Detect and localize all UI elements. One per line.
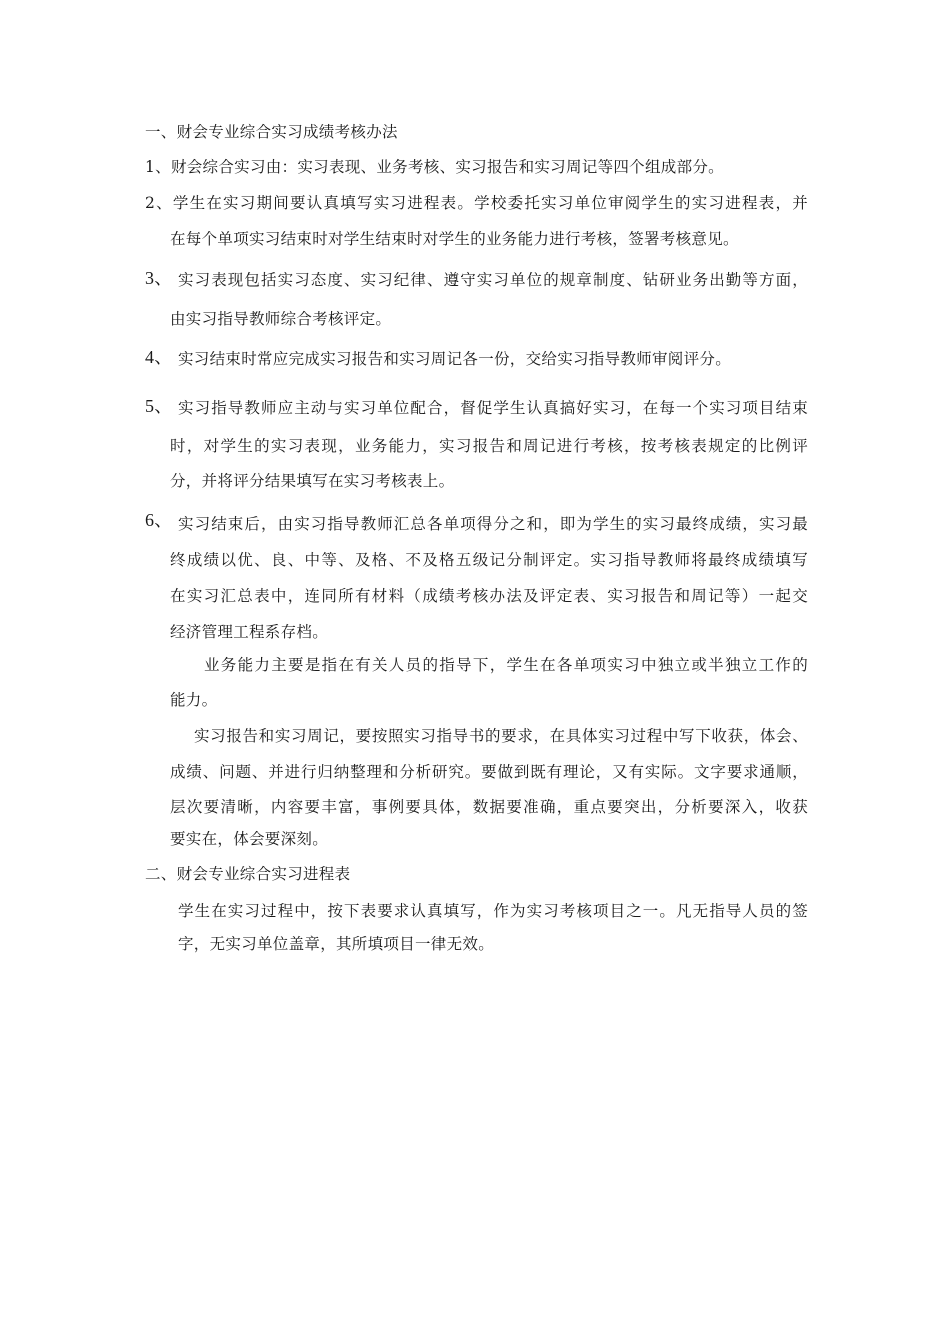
item-2-line-2: 在每个单项实习结束时对学生结束时对学生的业务能力进行考核，签署考核意见。 — [170, 230, 739, 248]
item-5-number: 5、 — [145, 396, 173, 416]
report-paragraph-line-1: 实习报告和实习周记，要按照实习指导书的要求，在具体实习过程中写下收获，体会、 — [194, 727, 808, 745]
ability-paragraph-line-2: 能力。 — [170, 691, 218, 709]
report-paragraph-line-2: 成绩、问题、并进行归纳整理和分析研究。要做到既有理论，又有实际。文字要求通顺， — [170, 763, 808, 781]
section2-heading: 二、财会专业综合实习进程表 — [145, 865, 351, 883]
item-5-line-3: 分，并将评分结果填写在实习考核表上。 — [170, 472, 455, 490]
item-4-number: 4、 — [145, 347, 173, 367]
item-6-line-4: 经济管理工程系存档。 — [170, 623, 329, 641]
ability-paragraph-line-1: 业务能力主要是指在有关人员的指导下，学生在各单项实习中独立或半独立工作的 — [204, 656, 808, 674]
report-paragraph-line-3: 层次要清晰，内容要丰富，事例要具体，数据要准确，重点要突出，分析要深入，收获 — [170, 798, 808, 816]
item-3-line-1: 实习表现包括实习态度、实习纪律、遵守实习单位的规章制度、钻研业务出勤等方面， — [178, 271, 808, 289]
item-3-line-2: 由实习指导教师综合考核评定。 — [170, 310, 392, 328]
item-2-line-1: 2、学生在实习期间要认真填写实习进程表。学校委托实习单位审阅学生的实习进程表，并 — [145, 194, 808, 212]
section1-heading: 一、财会专业综合实习成绩考核办法 — [145, 123, 398, 141]
item-4-line-1: 实习结束时常应完成实习报告和实习周记各一份，交给实习指导教师审阅评分。 — [178, 350, 732, 368]
item-3-number: 3、 — [145, 268, 173, 288]
item-5-line-1: 实习指导教师应主动与实习单位配合，督促学生认真搞好实习，在每一个实习项目结束 — [178, 399, 808, 417]
item-1: 1、财会综合实习由：实习表现、业务考核、实习报告和实习周记等四个组成部分。 — [145, 158, 724, 176]
section2-line-2: 字，无实习单位盖章，其所填项目一律无效。 — [178, 935, 495, 953]
item-6-line-1: 实习结束后，由实习指导教师汇总各单项得分之和，即为学生的实习最终成绩，实习最 — [178, 515, 808, 533]
item-6-line-2: 终成绩以优、良、中等、及格、不及格五级记分制评定。实习指导教师将最终成绩填写 — [170, 551, 808, 569]
item-6-number: 6、 — [145, 510, 173, 530]
item-5-line-2: 时，对学生的实习表现，业务能力，实习报告和周记进行考核，按考核表规定的比例评 — [170, 437, 808, 455]
item-6-line-3: 在实习汇总表中，连同所有材料（成绩考核办法及评定表、实习报告和周记等）一起交 — [170, 587, 808, 605]
report-paragraph-line-4: 要实在，体会要深刻。 — [170, 830, 329, 848]
section2-line-1: 学生在实习过程中，按下表要求认真填写，作为实习考核项目之一。凡无指导人员的签 — [178, 902, 808, 920]
